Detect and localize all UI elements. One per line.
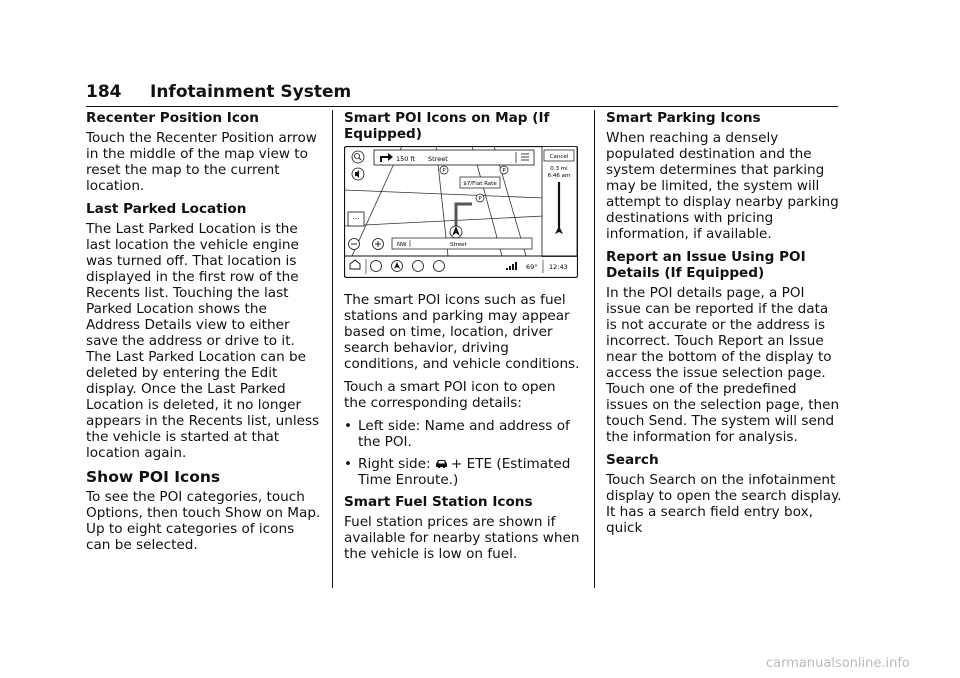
- last-parked-heading: Last Parked Location: [86, 201, 247, 217]
- svg-text:P: P: [502, 168, 506, 174]
- bullet-right-rest: + ETE (Estimated Time Enroute.): [358, 456, 571, 488]
- clock-label: 12:43: [549, 263, 568, 271]
- temperature-label: 69°: [526, 263, 538, 271]
- phone-icon: [413, 261, 424, 272]
- eta-distance: 0.3 mi: [550, 166, 568, 172]
- car-icon: [435, 458, 448, 469]
- column-divider: [594, 110, 595, 588]
- report-text: In the POI details page, a POI issue can be reported if the data is not accurate or the address is incorrect. Touch Report an Issue near the bottom of the display to access the issue selection page. Touch one of the predefined issues on the selection page, then touch Send. The system will send the information for analysis.: [606, 285, 840, 445]
- flat-rate-label: $7/Flat Rate: [463, 181, 497, 187]
- svg-text:P: P: [442, 168, 446, 174]
- bullet-right-side: [344, 456, 582, 488]
- fuel-text: Fuel station prices are shown if available for nearby stations when the vehicle is low on fuel.: [344, 514, 580, 562]
- street-top-label: Street: [428, 155, 448, 163]
- touch-poi-text: Touch a smart POI icon to open the corresponding details:: [344, 379, 556, 411]
- show-poi-text: To see the POI categories, touch Options, then touch Show on Map. Up to eight categories of icons can be selected.: [86, 489, 321, 553]
- last-parked-text: The Last Parked Location is the last location the vehicle engine was turned off. That location is displayed in the first row of the Recents list. Touching the last Parked Location shows the Address Details view to either save the address or drive to it. The Last Parked Location can be deleted by entering the Edit display. Once the Last Parked Location is deleted, it no longer appears in the Recents list, unless the vehicle is started at that location again.: [86, 221, 320, 461]
- heading-label: NW: [397, 242, 407, 248]
- column-right: [606, 110, 842, 543]
- bullet-right-label: Right side:: [358, 456, 431, 472]
- smart-poi-heading: Smart POI Icons on Map (If Equipped): [344, 110, 550, 142]
- smart-poi-text: The smart POI icons such as fuel stations and parking may appear based on time, location, driver search behavior, driving conditions, and vehicle conditions.: [344, 292, 580, 372]
- parking-text: When reaching a densely populated destination and the system determines that parking may be limited, the system will attempt to display nearby parking destinations with pricing information, if available.: [606, 130, 839, 242]
- page-header: [86, 80, 838, 107]
- page-number: 184: [86, 82, 122, 102]
- fuel-heading: Smart Fuel Station Icons: [344, 494, 533, 510]
- svg-text:P: P: [478, 196, 482, 202]
- search-text: Touch Search on the infotainment display to open the search display. It has a search field entry box, quick: [606, 472, 842, 536]
- bullet-left-side: • Left side: Name and address of the POI.: [344, 418, 582, 450]
- column-left: [86, 110, 322, 560]
- column-middle: [344, 110, 582, 569]
- watermark: carmanualsonline.info: [766, 656, 910, 671]
- search-icon: [352, 151, 364, 163]
- navigation-map-figure: [344, 146, 578, 278]
- recenter-heading: Recenter Position Icon: [86, 110, 259, 126]
- page-title: Infotainment System: [150, 82, 352, 102]
- report-heading: Report an Issue Using POI Details (If Equipped): [606, 249, 806, 281]
- parking-heading: Smart Parking Icons: [606, 110, 761, 126]
- show-poi-heading: Show POI Icons: [86, 468, 221, 486]
- street-bottom-label: Street: [450, 242, 467, 248]
- apps-icon: [434, 261, 445, 272]
- recenter-text: Touch the Recenter Position arrow in the middle of the map view to reset the map to the current location.: [86, 130, 317, 194]
- distance-label: 150 ft: [396, 155, 416, 163]
- music-icon: [371, 261, 382, 272]
- search-heading: Search: [606, 452, 659, 468]
- column-divider: [332, 110, 333, 588]
- eta-time: 6:46 am: [547, 173, 571, 179]
- cancel-label: Cancel: [549, 154, 569, 160]
- svg-text:···: ···: [352, 215, 360, 223]
